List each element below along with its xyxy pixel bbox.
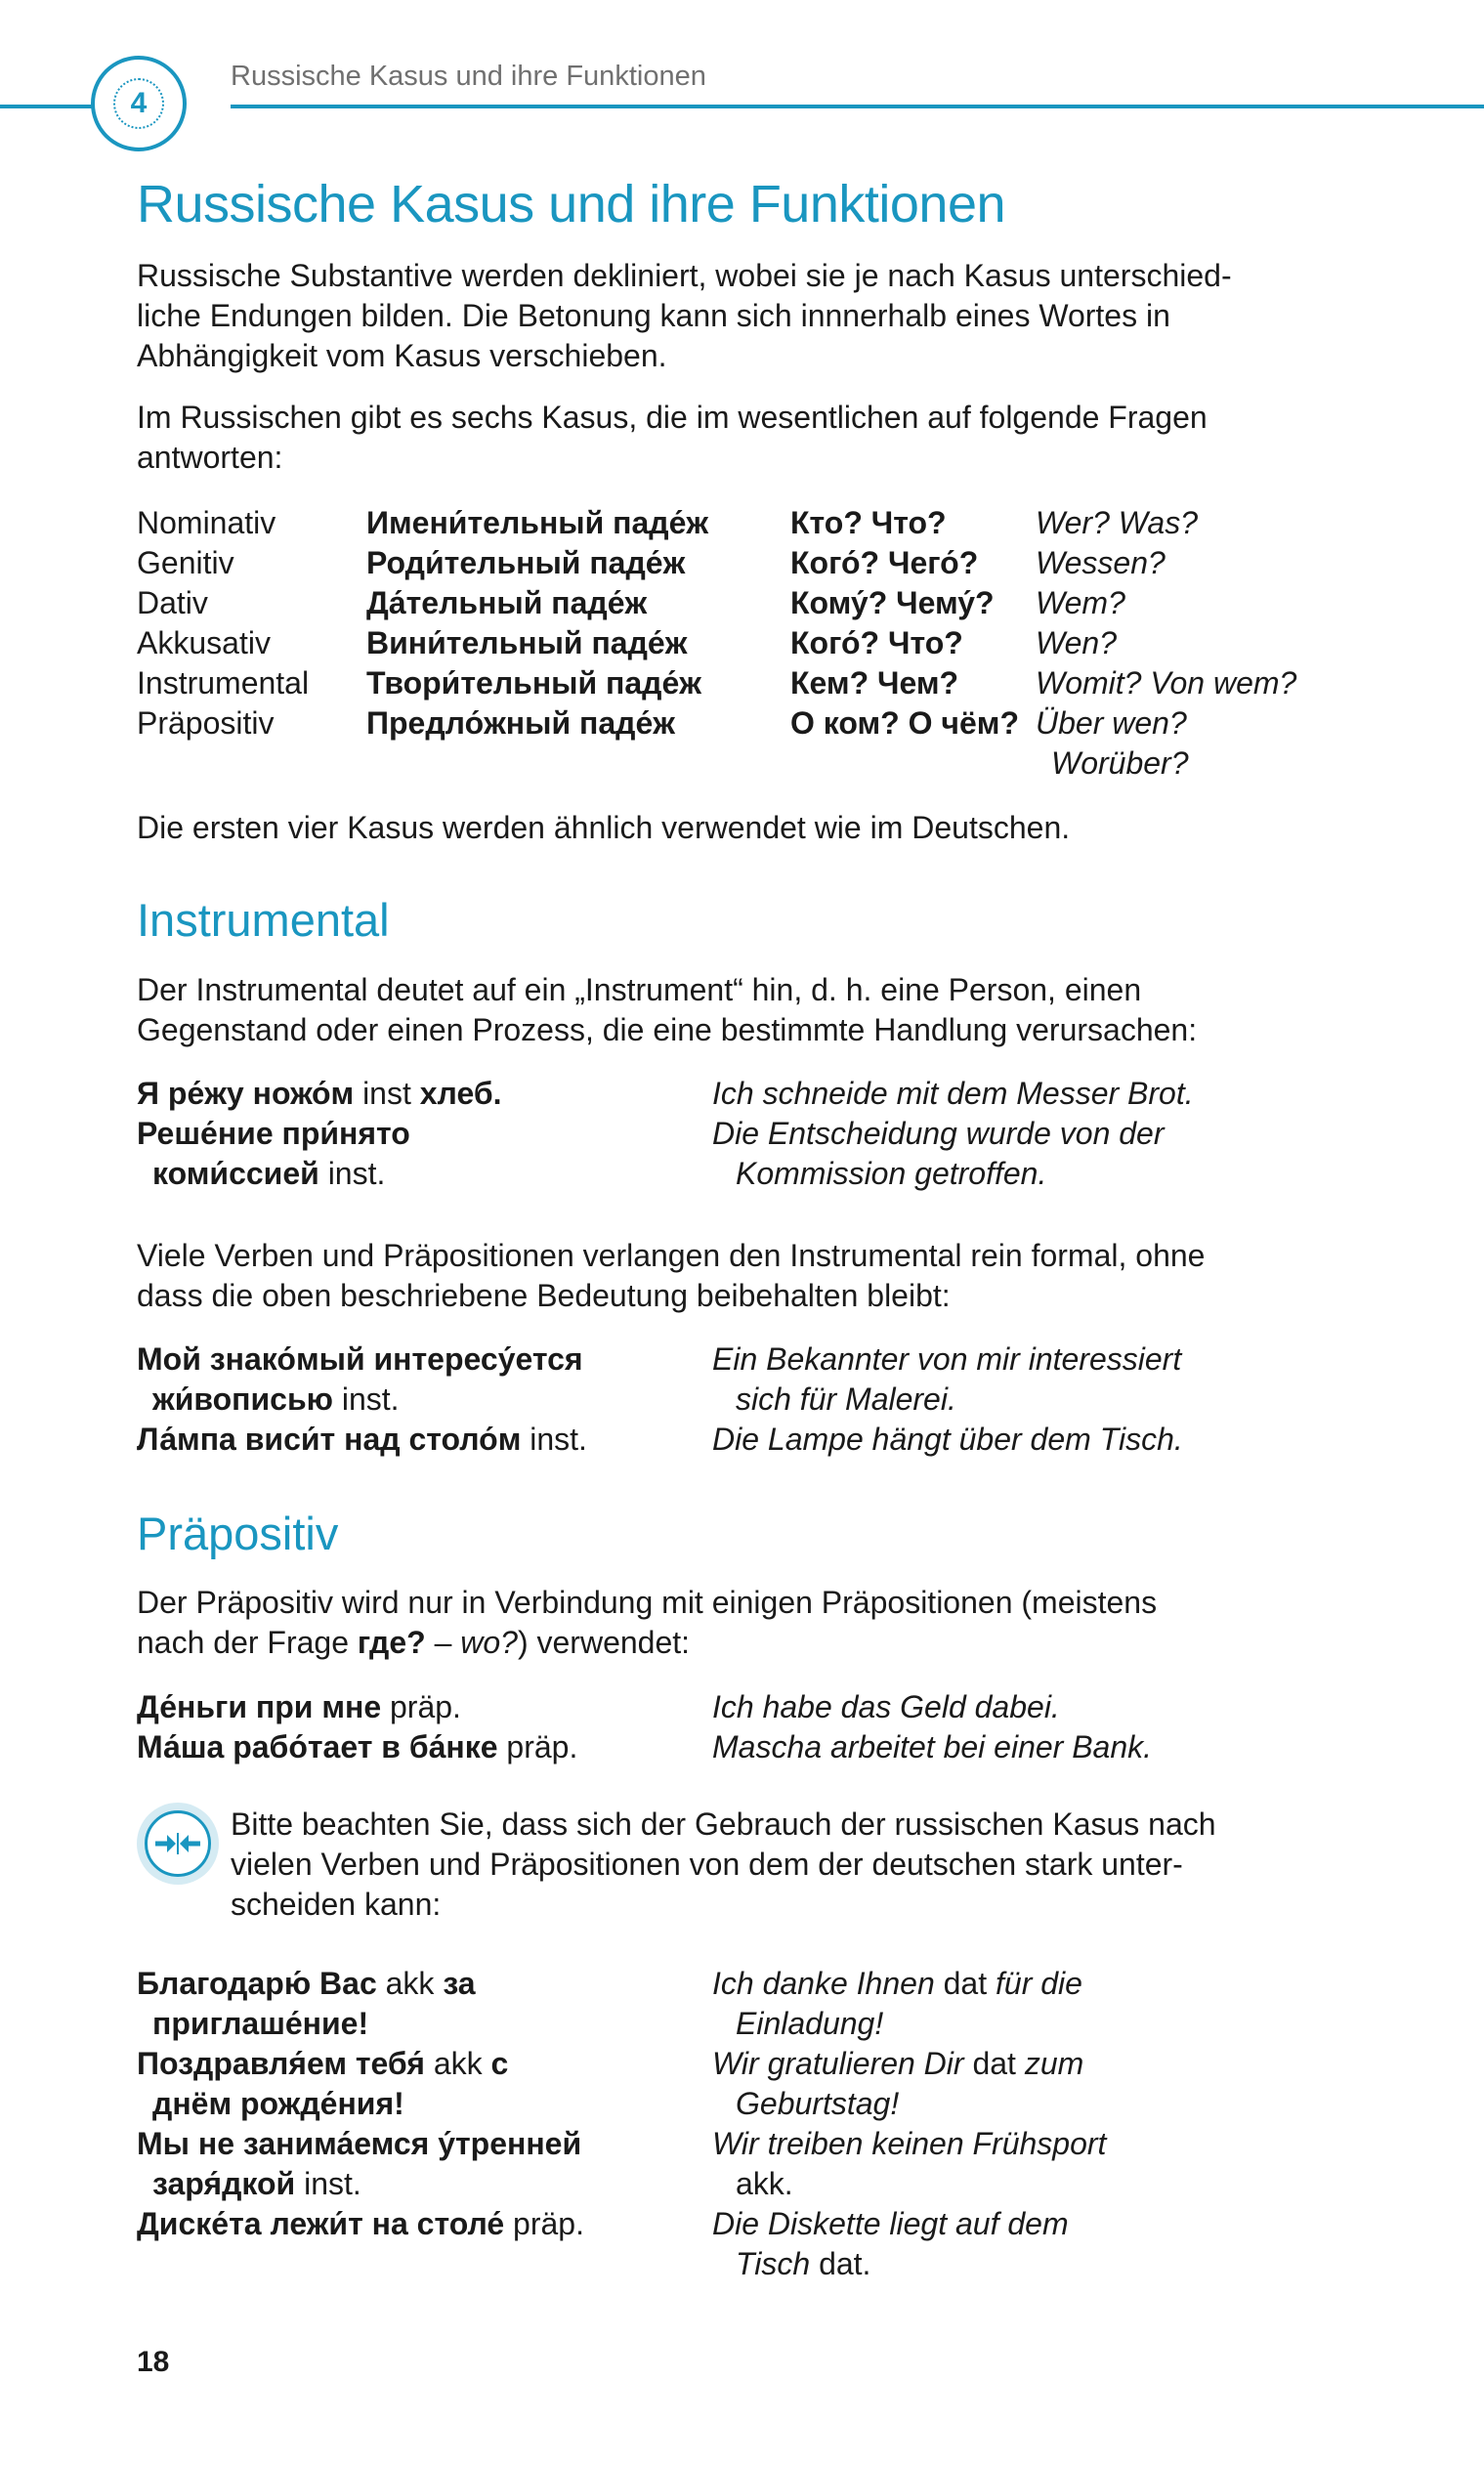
text-segment: Kommission getroffen. [736, 1156, 1047, 1191]
case-question-ru: Кого́? Чего́? [790, 545, 979, 580]
header-rule-left [0, 105, 93, 108]
text-segment: Ein Bekannter von mir interessiert [712, 1341, 1182, 1377]
instrumental-examples-1 [137, 1074, 1368, 1194]
text-segment: приглаше́ние! [152, 2006, 369, 2041]
example-german [712, 1074, 1357, 1114]
example-russian [137, 1687, 712, 1727]
grammar-tag: inst. [295, 2166, 361, 2201]
example-german [712, 2044, 1357, 2124]
text-line: Bitte beachten Sie, dass sich der Gebrauch der russischen Kasus nach [231, 1806, 1216, 1842]
text-line: vielen Verben und Präpositionen von dem der deutschen stark unter- [231, 1847, 1183, 1882]
text-line [712, 1339, 1357, 1380]
grammar-tag: inst. [332, 1381, 400, 1417]
text-line [137, 1727, 712, 1767]
case-row [137, 703, 1426, 784]
text-line [712, 1380, 1357, 1420]
text-segment: заря́дкой [152, 2166, 296, 2201]
praepositiv-paragraph [137, 1583, 1329, 1663]
case-name-ru: Роди́тельный паде́ж [366, 545, 686, 580]
text-segment: Мой знако́мый интересу́ется [137, 1341, 583, 1377]
case-question-de [1036, 543, 1426, 583]
text-segment: Де́ньги при мне [137, 1689, 382, 1724]
intro-paragraph-2 [137, 398, 1329, 478]
text-line [137, 2044, 712, 2084]
text-line [137, 1420, 712, 1460]
text-segment: Диске́та лежи́т на столе́ [137, 2206, 505, 2241]
case-question-de [1036, 663, 1426, 703]
grammar-tag: dat. [810, 2246, 871, 2281]
text-segment: Ich schneide mit dem Messer Brot. [712, 1076, 1194, 1111]
header-rule-right [231, 105, 1484, 108]
text-segment: с [490, 2046, 509, 2081]
case-question-de [1036, 503, 1426, 543]
text-segment: Wir gratulieren Dir [712, 2046, 973, 2081]
case-question-ru: Кому́? Чему́? [790, 585, 995, 620]
text-segment: Die Diskette liegt auf dem [712, 2206, 1069, 2241]
text-line [137, 1623, 1329, 1663]
instrumental-paragraph-1 [137, 970, 1329, 1050]
text-segment: wo? [460, 1625, 518, 1660]
text-line [137, 1687, 712, 1727]
text-line [712, 2084, 1357, 2124]
example-german [712, 1687, 1357, 1727]
case-question-de [1036, 623, 1426, 663]
grammar-tag: Der Präpositiv wird nur in Verbindung mit einigen Präpositionen (meistens [137, 1585, 1158, 1620]
text-segment: Благодарю́ Вас [137, 1966, 377, 2001]
text-line [712, 1114, 1357, 1154]
case-name-ru: Предло́жный паде́ж [366, 705, 675, 741]
chapter-badge [91, 56, 187, 151]
text-segment: Мы не занима́емся у́тренней [137, 2126, 582, 2161]
page-title: Russische Kasus und ihre Funktionen [137, 175, 1006, 234]
text-segment: Mascha arbeitet bei einer Bank. [712, 1729, 1153, 1764]
grammar-tag: inst. [521, 1422, 587, 1457]
heading-praepositiv: Präpositiv [137, 1508, 339, 1559]
case-question-ru: Кто? Что? [790, 505, 947, 540]
text-line [137, 2004, 712, 2044]
text-segment: Ла́мпа виси́т над столо́м [137, 1422, 522, 1457]
text-line [712, 2004, 1357, 2044]
grammar-tag: akk [376, 1966, 444, 2001]
text-line [712, 2164, 1357, 2204]
question-line: Wem? [1036, 585, 1125, 620]
intro-paragraph-1 [137, 256, 1329, 376]
case-name-de: Genitiv [137, 545, 234, 580]
text-line [137, 1339, 712, 1380]
example-russian [137, 2124, 712, 2204]
text-line [137, 1583, 1329, 1623]
chapter-number: 4 [130, 87, 148, 119]
example-row [137, 1687, 1368, 1727]
grammar-tag: präp. [497, 1729, 578, 1764]
after-table-text: Die ersten vier Kasus werden ähnlich verwendet wie im Deutschen. [137, 810, 1071, 845]
text-segment: Ich habe das Geld dabei. [712, 1689, 1060, 1724]
case-name-de: Nominativ [137, 505, 276, 540]
text-line: Abhängigkeit vom Kasus verschieben. [137, 338, 667, 373]
case-name-de: Akkusativ [137, 625, 271, 660]
text-line [137, 2164, 712, 2204]
case-row [137, 583, 1426, 623]
text-segment: Die Lampe hängt über dem Tisch. [712, 1422, 1183, 1457]
example-row [137, 1964, 1368, 2044]
example-row [137, 2124, 1368, 2204]
example-german [712, 2204, 1357, 2284]
case-name-ru: Да́тельный паде́ж [366, 585, 648, 620]
example-german [712, 1339, 1357, 1420]
arrows-inward-icon [137, 1803, 219, 1885]
text-line [137, 1114, 712, 1154]
case-question-ru: Кем? Чем? [790, 665, 959, 701]
grammar-tag: präp. [381, 1689, 461, 1724]
text-segment: Die Entscheidung wurde von der [712, 1116, 1165, 1151]
text-line: Im Russischen gibt es sechs Kasus, die im wesentlichen auf folgende Fragen [137, 400, 1208, 435]
text-segment: Geburtstag! [736, 2086, 900, 2121]
text-line [712, 1727, 1357, 1767]
text-segment: Wir treiben keinen Frühsport [712, 2126, 1107, 2161]
question-line: Wen? [1036, 625, 1118, 660]
praepositiv-examples [137, 1687, 1368, 1767]
text-segment: жи́вописью [152, 1381, 333, 1417]
text-line [712, 2124, 1357, 2164]
example-russian [137, 1339, 712, 1420]
contrast-examples [137, 1964, 1368, 2284]
question-line: Wer? Was? [1036, 505, 1198, 540]
example-russian [137, 2044, 712, 2124]
text-line: antworten: [137, 440, 283, 475]
example-german [712, 1114, 1357, 1194]
text-line [712, 2244, 1357, 2284]
text-line: Russische Substantive werden dekliniert, wobei sie je nach Kasus unterschied- [137, 258, 1232, 293]
example-row [137, 1339, 1368, 1420]
text-line [712, 2044, 1357, 2084]
question-line: Womit? Von wem? [1036, 665, 1297, 701]
case-name-de: Präpositiv [137, 705, 275, 741]
grammar-tag: akk. [736, 2166, 793, 2201]
text-segment: Поздравля́ем тебя́ [137, 2046, 425, 2081]
case-question-de [1036, 703, 1426, 784]
text-segment: Ма́ша рабо́тает в ба́нке [137, 1729, 498, 1764]
text-line [137, 1074, 712, 1114]
text-segment: Einladung! [736, 2006, 884, 2041]
text-line: dass die oben beschriebene Bedeutung beibehalten bleibt: [137, 1278, 951, 1313]
page-number: 18 [137, 2346, 170, 2378]
question-line: Über wen? [1036, 705, 1187, 741]
text-segment: где? [357, 1625, 426, 1660]
grammar-tag: nach der Frage [137, 1625, 358, 1660]
case-question-de [1036, 583, 1426, 623]
example-german [712, 1964, 1357, 2044]
example-russian [137, 2204, 712, 2284]
case-row [137, 663, 1426, 703]
case-name-de: Dativ [137, 585, 208, 620]
text-line: Viele Verben und Präpositionen verlangen den Instrumental rein formal, ohne [137, 1238, 1206, 1273]
text-segment: Я ре́жу ножо́м [137, 1076, 355, 1111]
text-line [712, 1074, 1357, 1114]
case-name-ru: Имени́тельный паде́ж [366, 505, 709, 540]
grammar-tag: dat [943, 1966, 988, 2001]
case-row [137, 543, 1426, 583]
text-segment: коми́ссией [152, 1156, 319, 1191]
example-row [137, 1420, 1368, 1460]
grammar-tag: präp. [504, 2206, 584, 2241]
cases-table [137, 503, 1426, 784]
case-question-ru: Кого́? Что? [790, 625, 963, 660]
heading-instrumental: Instrumental [137, 894, 390, 946]
text-segment: Реше́ние при́нято [137, 1116, 410, 1151]
text-segment: Tisch [736, 2246, 811, 2281]
case-name-ru: Вини́тельный паде́ж [366, 625, 688, 660]
text-segment: днём рожде́ния! [152, 2086, 404, 2121]
case-question-ru: О ком? О чём? [790, 705, 1019, 741]
example-russian [137, 1114, 712, 1194]
text-line [137, 2084, 712, 2124]
text-line [137, 2204, 712, 2244]
example-russian [137, 1964, 712, 2044]
example-row [137, 2044, 1368, 2124]
example-row [137, 1114, 1368, 1194]
instrumental-examples-2 [137, 1339, 1368, 1460]
text-segment: zum [1015, 2046, 1084, 2081]
grammar-tag: inst [354, 1076, 420, 1111]
grammar-tag: dat [972, 2046, 1016, 2081]
example-russian [137, 1727, 712, 1767]
text-segment: sich für Malerei. [736, 1381, 956, 1417]
grammar-tag: ) verwendet: [517, 1625, 691, 1660]
text-line: Gegenstand oder einen Prozess, die eine bestimmte Handlung verursachen: [137, 1012, 1198, 1047]
text-segment: за [443, 1966, 476, 2001]
case-row [137, 623, 1426, 663]
text-line [712, 1687, 1357, 1727]
text-line: scheiden kann: [231, 1887, 442, 1922]
grammar-tag: akk [424, 2046, 491, 2081]
example-german [712, 1420, 1357, 1460]
text-line [712, 1964, 1357, 2004]
grammar-tag: – [425, 1625, 461, 1660]
note-text [231, 1805, 1305, 1925]
instrumental-paragraph-2 [137, 1236, 1329, 1316]
text-segment: für die [987, 1966, 1082, 2001]
text-line [137, 1380, 712, 1420]
text-line [137, 2124, 712, 2164]
example-row [137, 2204, 1368, 2284]
example-row [137, 1727, 1368, 1767]
text-line [137, 1964, 712, 2004]
text-segment: Ich danke Ihnen [712, 1966, 944, 2001]
example-russian [137, 1074, 712, 1114]
example-german [712, 2124, 1357, 2204]
question-line: Wessen? [1036, 545, 1166, 580]
running-title: Russische Kasus und ihre Funktionen [231, 61, 706, 92]
text-line [712, 2204, 1357, 2244]
example-row [137, 1074, 1368, 1114]
example-russian [137, 1420, 712, 1460]
text-line: Der Instrumental deutet auf ein „Instrument“ hin, d. h. eine Person, einen [137, 972, 1142, 1007]
text-line [712, 1420, 1357, 1460]
text-line [712, 1154, 1357, 1194]
grammar-tag: inst. [318, 1156, 386, 1191]
question-line: Worüber? [1051, 745, 1189, 781]
text-segment: хлеб. [419, 1076, 502, 1111]
case-row [137, 503, 1426, 543]
case-name-ru: Твори́тельный паде́ж [366, 665, 701, 701]
case-name-de: Instrumental [137, 665, 310, 701]
text-line [137, 1154, 712, 1194]
text-line: liche Endungen bilden. Die Betonung kann sich innnerhalb eines Wortes in [137, 298, 1170, 333]
example-german [712, 1727, 1357, 1767]
